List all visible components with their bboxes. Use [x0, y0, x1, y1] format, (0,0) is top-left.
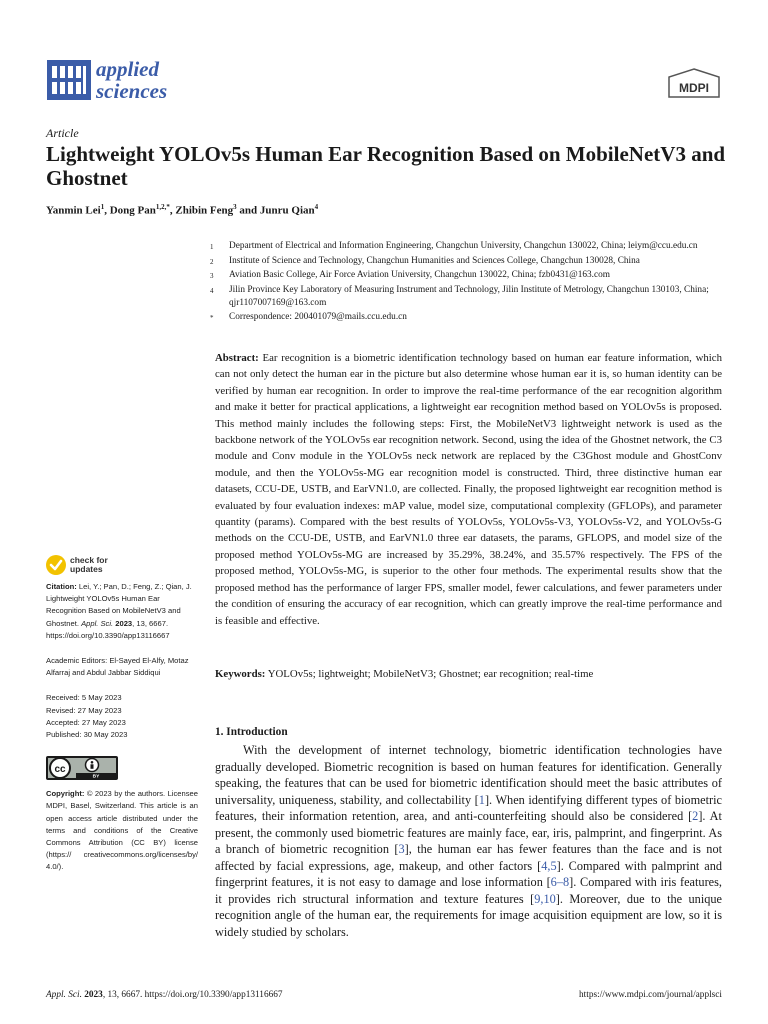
- copyright: [46, 788, 198, 873]
- citation-label: Citation:: [46, 582, 77, 591]
- citation-link[interactable]: 6–8: [550, 875, 570, 889]
- check-updates-line2: updates: [70, 564, 103, 574]
- editors-names: El-Sayed El-Alfy, Motaz Alfarraj and Abdul Jabbar Siddiqui: [46, 656, 189, 678]
- abstract: [215, 350, 722, 629]
- published-date: Published: 30 May 2023: [46, 730, 128, 740]
- keywords: [215, 666, 722, 682]
- body-text: ]. At present, the commonly used biometric features are mainly face, ear, iris, palmprint, and fingerprint. As a branch of biometric recognition [: [215, 809, 722, 856]
- footer-journal: Appl. Sci.: [46, 990, 82, 1000]
- cc-by-license-icon[interactable]: [46, 756, 118, 780]
- journal-name-line1: applied: [96, 57, 159, 81]
- affiliation-mark: 3: [210, 272, 214, 281]
- revised-date: Revised: 27 May 2023: [46, 705, 122, 715]
- mdpi-logo-text: MDPI: [679, 81, 709, 95]
- body-text: With the development of internet technology, biometric identification technologies have gradually developed. Biometric recognition is based on human features for identification. Generally speaking, the features that can be used for biometric identification should meet the basic attributes of universality, uniqueness, stability, and collectability [: [215, 743, 722, 807]
- journal-name: [96, 58, 167, 102]
- body-text: ]. Compared with palmprint and fingerprint features, it is not easy to damage and lose information [: [215, 858, 723, 889]
- copyright-text: © 2023 by the authors. Licensee MDPI, Basel, Switzerland. This article is an open access article distributed under the terms and conditions of the Creative Commons Attribution (CC BY) license (https:// creativecommons.org/licenses/by/ 4.0/).: [46, 789, 198, 872]
- footer-year: 2023: [84, 990, 103, 1000]
- article-type: Article: [46, 126, 79, 140]
- affiliation-mark: 1: [210, 243, 214, 251]
- citation-link[interactable]: 2: [692, 809, 699, 823]
- body-text: ]. Moreover, due to the unique recognition angle of the human ear, the requirements for image acquisition equipment are low, so it is widely studied by scholars.: [215, 891, 722, 939]
- author-separator: and: [236, 204, 260, 217]
- author-list: [46, 203, 318, 217]
- author-name[interactable]: Yanmin Lei: [46, 204, 101, 217]
- check-updates-icon: [45, 554, 67, 576]
- affiliation-text: Aviation Basic College, Air Force Aviation University, Changchun 130022, China; fzb0431@163.com: [229, 270, 610, 281]
- article-info-sidebar: [46, 581, 198, 874]
- citation-doi[interactable]: , 13, 6667. https://doi.org/10.3390/app13116667: [46, 618, 170, 640]
- citation-link[interactable]: 9,10: [534, 891, 556, 906]
- affiliation-mark: 2: [210, 257, 214, 266]
- body-text: ], the human ear has fewer features than the face and is not affected by facial expressions, age, makeup, and other factors [: [215, 842, 723, 873]
- author-name[interactable]: Zhibin Feng: [175, 204, 234, 217]
- author-affiliation-mark: 3: [233, 203, 237, 211]
- author-affiliation-mark: 4: [314, 203, 319, 211]
- author-separator: ,: [104, 204, 110, 217]
- cc-text: cc: [54, 764, 66, 776]
- affiliation-text: Correspondence: 200401079@mails.ccu.edu.cn: [229, 311, 407, 322]
- journal-logo-icon: [47, 60, 91, 100]
- check-for-updates-button[interactable]: [45, 554, 125, 578]
- citation-journal: Appl. Sci.: [81, 618, 114, 628]
- author-name[interactable]: Junru Qian: [259, 204, 315, 217]
- citation: [46, 581, 198, 642]
- affiliation-item: [210, 240, 730, 255]
- affiliation-text: Department of Electrical and Information Engineering, Changchun University, Changchun 130022, China; leiym@ccu.edu.cn: [229, 241, 698, 251]
- citation-text: Lei, Y.; Pan, D.; Feng, Z.; Qian, J. Lightweight YOLOv5s Human Ear Recognition Based on MobileNetV3 and Ghostnet.: [46, 582, 192, 628]
- citation-link[interactable]: 4,5: [541, 858, 557, 873]
- author-separator: ,: [169, 204, 176, 217]
- accepted-date: Accepted: 27 May 2023: [46, 717, 126, 727]
- affiliation-item: [210, 311, 730, 326]
- author-affiliation-mark: 1,2,*: [155, 203, 170, 211]
- affiliation-item: [210, 269, 730, 284]
- citation-link[interactable]: 1: [478, 792, 485, 807]
- introduction-body: [215, 742, 722, 940]
- abstract-text: Ear recognition is a biometric identification technology based on human ear feature information, which can not only detect the human ear in the picture but also determine whose human ear it is, so human identity can be verified by human ear recognition. In order to improve the real-time performance of the ear recognition algorithm and make it better for practical applications, a lightweight ear recognition method based on YOLOv5s is proposed. This method mainly includes the following steps: First, the MobileNetV3 lightweight network is used as the backbone network of the YOLOv5s ear recognition network. Second, using the idea of the Ghostnet network, the C3 module and Conv module in the YOLOv5s neck network are replaced by the C3Ghost module and GhostConv module, and then the YOLOv5s-MG ear recognition model is constructed. Third, three distinctive human ear datasets, CCU-DE, USTB, and EarVN1.0, are collected. Finally, the proposed lightweight ear recognition method is evaluated by four evaluation indexes: mAP value, model size, computational complexity (GFLOPs), and parameter quantity (params). Compared with the best results of YOLOv5s, YOLOv5s-V3, YOLOv5s-V2, and YOLOv5s-G methods on the CCU-DE, USTB, and EarVN1.0 three ear datasets, the params, GFLOPS, and model size of the proposed method YOLOv5s-MG are increased by 35.29%, 38.24%, and 35.57% respectively. The FPS of the proposed method, YOLOv5s-MG, is superior to the other four methods. The experimental results show that the proposed method has the performance of larger FPS, smaller model, fewer calculations, and fewer parameters under the condition of ensuring the accuracy of ear recognition, which can greatly improve the real-time performance and is feasible and effective.: [215, 352, 722, 627]
- affiliation-mark: *: [210, 313, 214, 322]
- affiliation-mark: 4: [210, 286, 214, 295]
- article-title: Lightweight YOLOv5s Human Ear Recognition Based on MobileNetV3 and Ghostnet: [46, 142, 726, 190]
- affiliation-text: Jilin Province Key Laboratory of Measuring Instrument and Technology, Jilin Institute of Metrology, Changchun 130103, China; qjr1107007169@163.com: [229, 284, 709, 309]
- mdpi-logo-icon: [667, 68, 721, 98]
- keywords-text: YOLOv5s; lightweight; MobileNetV3; Ghostnet; ear recognition; real-time: [267, 668, 594, 680]
- footer-doi[interactable]: , 13, 6667. https://doi.org/10.3390/app13116667: [102, 990, 283, 1000]
- check-updates-line1: check for: [70, 555, 108, 565]
- copyright-label: Copyright:: [46, 789, 85, 799]
- received-date: Received: 5 May 2023: [46, 693, 122, 703]
- affiliations: [210, 240, 730, 326]
- introduction-heading: 1. Introduction: [215, 726, 288, 738]
- citation-link[interactable]: 3: [398, 842, 405, 856]
- body-text: ]. Compared with iris features, it provides rich structural information and texture features [: [215, 875, 722, 906]
- author-name[interactable]: Dong Pan: [109, 204, 156, 217]
- citation-year: 2023: [115, 618, 133, 628]
- academic-editors: [46, 655, 198, 679]
- footer-citation: [46, 990, 283, 1000]
- by-text: BY: [92, 774, 100, 780]
- author-affiliation-mark: 1: [100, 203, 105, 211]
- footer-journal-url[interactable]: https://www.mdpi.com/journal/applsci: [579, 990, 722, 1000]
- journal-name-line2: sciences: [96, 79, 168, 103]
- keywords-label: Keywords:: [215, 668, 266, 680]
- affiliation-item: [210, 255, 730, 270]
- affiliation-item: [210, 284, 730, 311]
- check-updates-label: [70, 556, 108, 574]
- abstract-label: Abstract:: [215, 352, 259, 364]
- editors-label: Academic Editors:: [46, 656, 108, 666]
- affiliation-text: Institute of Science and Technology, Changchun Humanities and Sciences College, Changchun 130028, China: [229, 255, 640, 266]
- body-text: ]. When identifying different types of biometric features, their information retention, area, and anti-counterfeiting should also be considered [: [215, 792, 722, 823]
